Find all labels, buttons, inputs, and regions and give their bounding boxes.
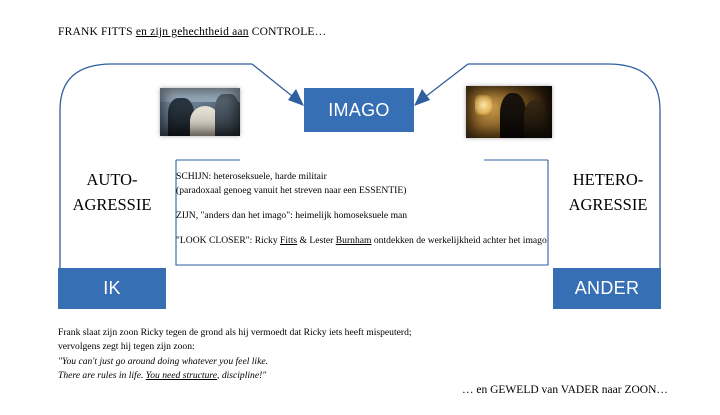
center-line-2: (paradoxaal genoeg vanuit het streven naar een ESSENTIE)	[176, 184, 407, 196]
label-hetero-agressie	[552, 168, 664, 218]
bottom-line-1: Frank slaat zijn zoon Ricky tegen de grond als hij vermoedt dat Ricky iets heeft mispeuterd;	[58, 327, 412, 338]
photo-left	[160, 88, 240, 136]
bottom-line-4-a: There are rules in life.	[58, 370, 146, 382]
left-arrow-head	[288, 89, 304, 106]
bottom-line-4-c: , discipline!"	[217, 370, 267, 382]
node-ander-label: ANDER	[574, 278, 640, 298]
label-auto-line1: AUTO-	[86, 170, 138, 189]
center-gap-2	[176, 223, 548, 234]
center-line-3: ZIJN, "anders dan het imago": heimelijk homoseksuele man	[176, 209, 408, 221]
right-arrow-head	[414, 89, 430, 106]
bottom-line-3: "You can't just go around doing whatever you feel like.	[58, 355, 269, 367]
photo-right-vignette	[466, 86, 552, 138]
label-auto-line2: AGRESSIE	[72, 194, 152, 214]
center-line-4-d: Burnham	[335, 234, 372, 246]
center-explanation	[176, 170, 548, 248]
bottom-line-4-b: You need structure	[145, 370, 218, 382]
bottom-narrative	[58, 326, 618, 384]
center-line-4-c: & Lester	[297, 234, 336, 246]
center-line-1: SCHIJN: heteroseksuele, harde militair	[176, 171, 327, 182]
photo-left-vignette	[160, 88, 240, 136]
label-hetero-line2: AGRESSIE	[568, 194, 648, 214]
node-ander[interactable]	[553, 268, 661, 309]
bottom-line-4	[58, 369, 618, 383]
bottom-line-2: vervolgens zegt hij tegen zijn zoon:	[58, 341, 195, 353]
center-gap-1	[176, 198, 548, 209]
center-line-4-b: Fitts	[280, 234, 298, 246]
label-hetero-line1: HETERO-	[572, 170, 644, 189]
center-line-4-e: ontdekken de werkelijkheid achter het imago	[371, 234, 547, 246]
label-auto-agressie	[56, 168, 168, 218]
page-title-suffix: CONTROLE…	[248, 26, 327, 38]
page-title-prefix: FRANK FITTS	[58, 26, 136, 38]
node-imago-label: IMAGO	[328, 99, 390, 120]
node-imago[interactable]	[304, 88, 414, 132]
node-ik[interactable]	[58, 268, 166, 309]
node-ik-label: IK	[103, 278, 121, 298]
page-title-underlined: en zijn gehechtheid aan	[135, 26, 249, 38]
center-line-4-a: "LOOK CLOSER": Ricky	[176, 234, 281, 246]
footer-note: … en GEWELD van VADER naar ZOON…	[462, 384, 668, 396]
center-line-4	[176, 234, 548, 248]
photo-right	[466, 86, 552, 138]
